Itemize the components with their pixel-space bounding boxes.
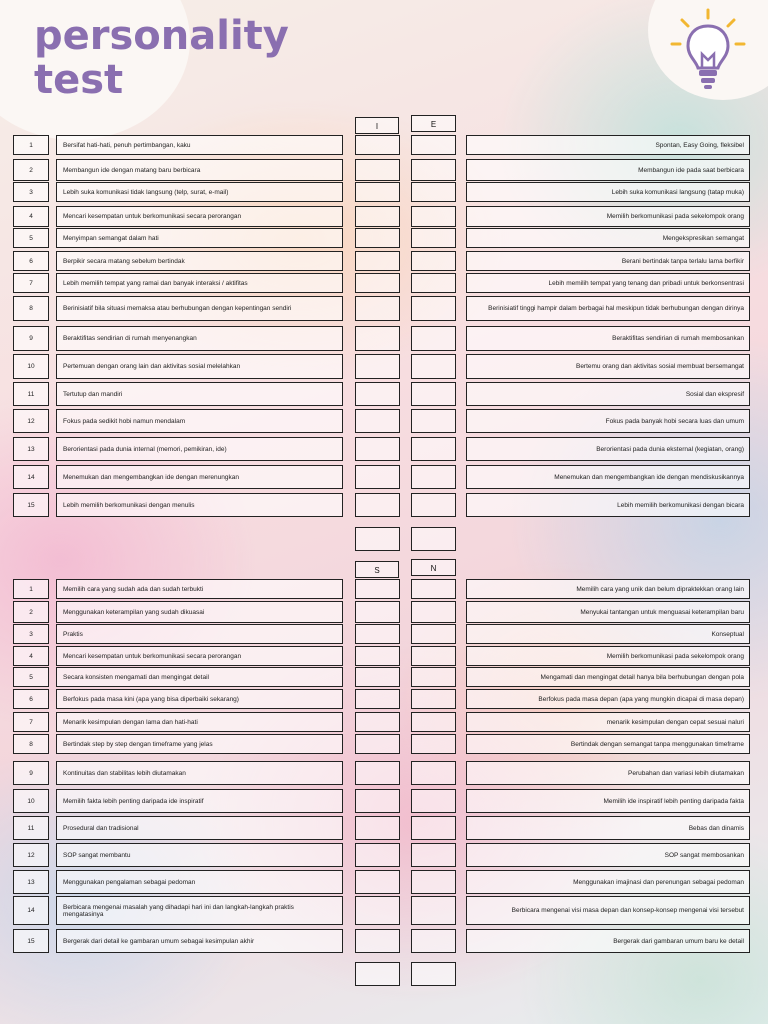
answer-box-right[interactable] <box>411 870 456 894</box>
left-statement <box>56 734 343 754</box>
left-statement <box>56 326 343 351</box>
left-statement <box>56 601 343 623</box>
left-statement-text: Berorientasi pada dunia internal (memori, pemikiran, ide) <box>63 445 227 453</box>
right-statement <box>466 465 750 489</box>
answer-box-right[interactable] <box>411 734 456 754</box>
right-statement-text: Sosial dan ekspresif <box>685 390 744 398</box>
left-statement <box>56 159 343 181</box>
left-statement <box>56 273 343 293</box>
right-statement-text: Berorientasi pada dunia eksternal (kegiatan, orang) <box>596 445 744 453</box>
left-statement-text: Berbicara mengenai masalah yang dihadapi hari ini dan langkah-langkah praktis mengatasinya <box>63 903 294 918</box>
answer-box-left[interactable] <box>355 689 400 709</box>
right-statement <box>466 382 750 406</box>
left-statement <box>56 182 343 202</box>
row-number-text: 15 <box>27 501 35 509</box>
left-statement-text: Menarik kesimpulan dengan lama dan hati-hati <box>63 718 198 726</box>
left-statement <box>56 354 343 379</box>
answer-box-right[interactable] <box>411 251 456 271</box>
left-statement <box>56 712 343 732</box>
answer-box-right[interactable] <box>411 667 456 687</box>
right-statement <box>466 601 750 623</box>
answer-box-right[interactable] <box>411 712 456 732</box>
row-number <box>13 326 49 351</box>
left-statement <box>56 228 343 248</box>
right-statement <box>466 667 750 687</box>
answer-box-right[interactable] <box>411 929 456 953</box>
right-statement <box>466 182 750 202</box>
answer-box-right[interactable] <box>411 601 456 623</box>
answer-box-left[interactable] <box>355 789 400 813</box>
row-number-text: 3 <box>29 188 33 196</box>
right-statement-text: Bertemu orang dan aktivitas sosial membuat bersemangat <box>575 363 744 370</box>
right-statement <box>466 624 750 644</box>
header-extrovert: E <box>411 115 456 132</box>
statement-row <box>0 896 768 925</box>
right-statement <box>466 843 750 867</box>
right-statement <box>466 296 750 321</box>
left-statement <box>56 382 343 406</box>
row-number-text: 7 <box>29 279 33 287</box>
statement-row <box>0 409 768 433</box>
left-statement <box>56 135 343 155</box>
row-number <box>13 273 49 293</box>
statement-row <box>0 493 768 517</box>
row-number-text: 10 <box>27 363 35 370</box>
right-statement <box>466 135 750 155</box>
answer-box-right[interactable] <box>411 437 456 461</box>
left-statement-text: Berpikir secara matang sebelum bertindak <box>63 257 185 265</box>
row-number <box>13 206 49 227</box>
statement-row <box>0 206 768 227</box>
right-statement-text: Fokus pada banyak hobi secara luas dan umum <box>605 417 744 425</box>
total-box-intuition[interactable] <box>411 962 456 986</box>
right-statement-text: Memilih berkomunikasi pada sekelompok orang <box>606 213 744 220</box>
row-number <box>13 843 49 867</box>
right-statement-text: Beraktifitas sendirian di rumah membosankan <box>612 335 744 342</box>
answer-box-right[interactable] <box>411 296 456 321</box>
left-statement-text: Kontinuitas dan stabilitas lebih diutamakan <box>63 769 186 777</box>
right-statement-text: Berfokus pada masa depan (apa yang mungkin dicapai di masa depan) <box>538 695 744 703</box>
row-number-text: 13 <box>27 445 35 453</box>
right-statement-text: Perubahan dan variasi lebih diutamakan <box>628 769 744 777</box>
left-statement-text: Praktis <box>63 630 83 638</box>
left-statement <box>56 929 343 953</box>
statement-row <box>0 843 768 867</box>
right-statement <box>466 712 750 732</box>
right-statement <box>466 273 750 293</box>
row-number-text: 1 <box>29 585 33 593</box>
row-number <box>13 870 49 894</box>
left-statement-text: Bersifat hati-hati, penuh pertimbangan, kaku <box>63 141 191 149</box>
answer-box-right[interactable] <box>411 382 456 406</box>
row-number-text: 9 <box>29 769 33 777</box>
row-number <box>13 789 49 813</box>
answer-box-left[interactable] <box>355 667 400 687</box>
row-number-text: 2 <box>29 166 33 174</box>
answer-box-left[interactable] <box>355 437 400 461</box>
row-number-text: 11 <box>27 390 35 398</box>
header-sensing: S <box>355 561 399 578</box>
answer-box-right[interactable] <box>411 135 456 155</box>
answer-box-left[interactable] <box>355 816 400 840</box>
left-statement-text: Menyimpan semangat dalam hati <box>63 234 159 242</box>
right-statement-text: Lebih memilih tempat yang tenang dan pribadi untuk berkonsentrasi <box>548 279 744 287</box>
answer-box-left[interactable] <box>355 579 400 599</box>
answer-box-right[interactable] <box>411 206 456 227</box>
left-statement <box>56 816 343 840</box>
answer-box-right[interactable] <box>411 624 456 644</box>
row-number-text: 12 <box>27 417 35 425</box>
left-statement <box>56 646 343 666</box>
row-number-text: 12 <box>27 851 35 859</box>
row-number <box>13 712 49 732</box>
left-statement <box>56 624 343 644</box>
left-statement <box>56 896 343 925</box>
row-number <box>13 761 49 785</box>
row-number <box>13 601 49 623</box>
right-statement <box>466 228 750 248</box>
left-statement-text: Bergerak dari detail ke gambaran umum sebagai kesimpulan akhir <box>63 937 255 945</box>
right-statement <box>466 689 750 709</box>
total-box-extrovert[interactable] <box>411 527 456 551</box>
answer-box-left[interactable] <box>355 465 400 489</box>
statement-row <box>0 646 768 666</box>
answer-box-right[interactable] <box>411 493 456 517</box>
left-statement-text: Fokus pada sedikit hobi namun mendalam <box>63 417 186 425</box>
row-number <box>13 159 49 181</box>
left-statement-text: Mencari kesempatan untuk berkomunikasi secara perorangan <box>63 213 242 220</box>
answer-box-left[interactable] <box>355 646 400 666</box>
row-number-text: 9 <box>29 335 33 342</box>
right-statement <box>466 816 750 840</box>
row-number-text: 10 <box>27 797 35 805</box>
right-statement <box>466 409 750 433</box>
row-number-text: 15 <box>27 937 35 945</box>
right-statement-text: Berinisiatif tinggi hampir dalam berbagai hal meskipun tidak berhubungan dengan dirinya <box>488 305 744 312</box>
left-statement-text: Lebih memilih tempat yang ramai dan banyak interaksi / aktifitas <box>63 279 248 287</box>
row-number <box>13 646 49 666</box>
row-number <box>13 228 49 248</box>
answer-box-left[interactable] <box>355 228 400 248</box>
header-intuition: N <box>411 559 456 576</box>
lightbulb-icon <box>668 6 748 98</box>
statement-row <box>0 182 768 202</box>
answer-box-left[interactable] <box>355 896 400 925</box>
right-statement-text: Berani bertindak tanpa terlalu lama berfikir <box>621 257 744 265</box>
right-statement-text: Bertindak dengan semangat tanpa menggunakan timeframe <box>570 740 744 748</box>
left-statement <box>56 251 343 271</box>
left-statement <box>56 465 343 489</box>
left-statement-text: Secara konsisten mengamati dan mengingat detail <box>63 673 209 681</box>
left-statement <box>56 761 343 785</box>
row-number <box>13 382 49 406</box>
answer-box-left[interactable] <box>355 843 400 867</box>
page-title <box>34 14 289 102</box>
row-number <box>13 251 49 271</box>
right-statement <box>466 734 750 754</box>
answer-box-left[interactable] <box>355 326 400 351</box>
answer-box-left[interactable] <box>355 251 400 271</box>
answer-box-left[interactable] <box>355 273 400 293</box>
right-statement-text: Konseptual <box>711 630 744 638</box>
answer-box-right[interactable] <box>411 579 456 599</box>
left-statement <box>56 579 343 599</box>
right-statement <box>466 251 750 271</box>
right-statement <box>466 789 750 813</box>
row-number-text: 8 <box>29 740 33 748</box>
answer-box-right[interactable] <box>411 159 456 181</box>
right-statement-text: Membangun ide pada saat berbicara <box>638 166 744 174</box>
left-statement-text: Pertemuan dengan orang lain dan aktivitas sosial melelahkan <box>63 363 241 370</box>
right-statement-text: Mengamati dan mengingat detail hanya bila berhubungan dengan pola <box>540 673 744 681</box>
answer-box-right[interactable] <box>411 761 456 785</box>
row-number-text: 3 <box>29 630 33 638</box>
title-line-1: personality <box>34 13 289 59</box>
row-number-text: 6 <box>29 695 33 703</box>
answer-box-left[interactable] <box>355 159 400 181</box>
row-number-text: 5 <box>29 234 33 242</box>
right-statement-text: menarik kesimpulan dengan cepat sesuai naluri <box>606 718 744 726</box>
left-statement <box>56 843 343 867</box>
right-statement-text: Memilih cara yang unik dan belum dipraktekkan orang lain <box>576 585 744 593</box>
answer-box-left[interactable] <box>355 870 400 894</box>
right-statement-text: Bebas dan dinamis <box>688 824 744 832</box>
answer-box-right[interactable] <box>411 465 456 489</box>
right-statement-text: Menemukan dan mengembangkan ide dengan mendiskusikannya <box>554 473 744 481</box>
row-number-text: 5 <box>29 673 33 681</box>
row-number-text: 11 <box>27 824 35 832</box>
right-statement-text: Berbicara mengenai visi masa depan dan konsep-konsep mengenai visi tersebut <box>511 907 744 914</box>
statement-row <box>0 624 768 644</box>
left-statement-text: Mencari kesempatan untuk berkomunikasi secara perorangan <box>63 652 242 660</box>
statement-row <box>0 273 768 293</box>
right-statement-text: Lebih suka komunikasi langsung (tatap muka) <box>611 188 744 196</box>
answer-box-left[interactable] <box>355 624 400 644</box>
total-box-introvert[interactable] <box>355 527 400 551</box>
answer-box-right[interactable] <box>411 689 456 709</box>
row-number <box>13 816 49 840</box>
right-statement <box>466 159 750 181</box>
right-statement-text: SOP sangat membosankan <box>664 851 744 859</box>
answer-box-left[interactable] <box>355 761 400 785</box>
statement-row <box>0 354 768 379</box>
answer-box-right[interactable] <box>411 326 456 351</box>
row-number-text: 2 <box>29 608 33 616</box>
row-number-text: 4 <box>29 213 33 220</box>
left-statement <box>56 870 343 894</box>
row-number <box>13 465 49 489</box>
row-number <box>13 929 49 953</box>
right-statement <box>466 326 750 351</box>
statement-row <box>0 465 768 489</box>
row-number <box>13 437 49 461</box>
answer-box-right[interactable] <box>411 843 456 867</box>
right-statement <box>466 870 750 894</box>
right-statement-text: Lebih memilih berkomunikasi dengan bicara <box>617 501 744 509</box>
left-statement-text: Lebih suka komunikasi tidak langsung (telp, surat, e-mail) <box>63 188 229 196</box>
statement-row <box>0 929 768 953</box>
left-statement <box>56 689 343 709</box>
left-statement <box>56 409 343 433</box>
right-statement-text: Spontan, Easy Going, fleksibel <box>655 141 744 149</box>
statement-row <box>0 761 768 785</box>
answer-box-right[interactable] <box>411 816 456 840</box>
right-statement <box>466 579 750 599</box>
answer-box-left[interactable] <box>355 734 400 754</box>
row-number <box>13 689 49 709</box>
left-statement <box>56 206 343 227</box>
right-statement-text: Menyukai tantangan untuk menguasai keterampilan baru <box>580 608 744 616</box>
answer-box-right[interactable] <box>411 273 456 293</box>
left-statement-text: Tertutup dan mandiri <box>63 390 123 398</box>
row-number-text: 6 <box>29 257 33 265</box>
row-number <box>13 667 49 687</box>
statement-row <box>0 601 768 623</box>
answer-box-left[interactable] <box>355 409 400 433</box>
statement-row <box>0 712 768 732</box>
header-introvert: I <box>355 117 399 134</box>
answer-box-left[interactable] <box>355 493 400 517</box>
statement-row <box>0 251 768 271</box>
answer-box-left[interactable] <box>355 354 400 379</box>
statement-row <box>0 326 768 351</box>
answer-box-left[interactable] <box>355 712 400 732</box>
row-number <box>13 493 49 517</box>
left-statement <box>56 667 343 687</box>
left-statement-text: SOP sangat membantu <box>63 851 131 859</box>
answer-box-left[interactable] <box>355 601 400 623</box>
answer-box-right[interactable] <box>411 896 456 925</box>
row-number <box>13 296 49 321</box>
row-number-text: 14 <box>27 907 35 914</box>
row-number-text: 14 <box>27 473 35 481</box>
title-line-2: test <box>34 57 124 103</box>
row-number <box>13 354 49 379</box>
row-number-text: 7 <box>29 718 33 726</box>
left-statement <box>56 493 343 517</box>
statement-row <box>0 437 768 461</box>
left-statement-text: Berfokus pada masa kini (apa yang bisa diperbaiki sekarang) <box>63 695 239 703</box>
statement-row <box>0 228 768 248</box>
statement-row <box>0 816 768 840</box>
answer-box-left[interactable] <box>355 182 400 202</box>
row-number-text: 8 <box>29 305 33 312</box>
right-statement-text: Bergerak dari gambaran umum baru ke detail <box>613 937 744 945</box>
row-number-text: 13 <box>27 878 35 886</box>
answer-box-left[interactable] <box>355 296 400 321</box>
statement-row <box>0 734 768 754</box>
statement-row <box>0 689 768 709</box>
row-number <box>13 182 49 202</box>
answer-box-left[interactable] <box>355 382 400 406</box>
right-statement <box>466 437 750 461</box>
right-statement <box>466 896 750 925</box>
statement-row <box>0 382 768 406</box>
left-statement-text: Memilih fakta lebih penting daripada ide inspiratif <box>63 797 204 805</box>
statement-row <box>0 159 768 181</box>
total-box-sensing[interactable] <box>355 962 400 986</box>
right-statement <box>466 493 750 517</box>
left-statement-text: Lebih memilih berkomunikasi dengan menulis <box>63 501 195 509</box>
left-statement-text: Bertindak step by step dengan timeframe yang jelas <box>63 740 213 748</box>
statement-row <box>0 296 768 321</box>
answer-box-left[interactable] <box>355 929 400 953</box>
left-statement-text: Prosedural dan tradisional <box>63 824 139 832</box>
answer-box-right[interactable] <box>411 789 456 813</box>
statement-row <box>0 870 768 894</box>
statement-row <box>0 579 768 599</box>
answer-box-right[interactable] <box>411 409 456 433</box>
answer-box-left[interactable] <box>355 135 400 155</box>
left-statement-text: Menggunakan keterampilan yang sudah dikuasai <box>63 608 205 616</box>
row-number <box>13 896 49 925</box>
left-statement <box>56 437 343 461</box>
answer-box-right[interactable] <box>411 646 456 666</box>
statement-row <box>0 667 768 687</box>
right-statement <box>466 929 750 953</box>
right-statement-text: Menggunakan imajinasi dan perenungan sebagai pedoman <box>573 878 744 886</box>
answer-box-right[interactable] <box>411 354 456 379</box>
statement-row <box>0 135 768 155</box>
answer-box-left[interactable] <box>355 206 400 227</box>
left-statement-text: Memilih cara yang sudah ada dan sudah terbukti <box>63 585 204 593</box>
row-number <box>13 624 49 644</box>
right-statement-text: Memilih berkomunikasi pada sekelompok orang <box>606 652 744 660</box>
answer-box-right[interactable] <box>411 182 456 202</box>
row-number-text: 1 <box>29 141 33 149</box>
right-statement <box>466 761 750 785</box>
left-statement-text: Berinisiatif bila situasi memaksa atau berhubungan dengan kepentingan sendiri <box>63 305 292 312</box>
left-statement-text: Membangun ide dengan matang baru berbicara <box>63 166 201 174</box>
row-number <box>13 135 49 155</box>
row-number <box>13 734 49 754</box>
right-statement <box>466 206 750 227</box>
row-number <box>13 579 49 599</box>
statement-row <box>0 789 768 813</box>
answer-box-right[interactable] <box>411 228 456 248</box>
row-number <box>13 409 49 433</box>
right-statement <box>466 354 750 379</box>
left-statement-text: Beraktifitas sendirian di rumah menyenangkan <box>63 335 197 342</box>
right-statement <box>466 646 750 666</box>
left-statement <box>56 789 343 813</box>
right-statement-text: Mengekspresikan semangat <box>662 234 744 242</box>
right-statement-text: Memilih ide inspiratif lebih penting daripada fakta <box>603 797 744 805</box>
left-statement-text: Menemukan dan mengembangkan ide dengan merenungkan <box>63 473 239 481</box>
left-statement-text: Menggunakan pengalaman sebagai pedoman <box>63 878 196 886</box>
left-statement <box>56 296 343 321</box>
row-number-text: 4 <box>29 652 33 660</box>
